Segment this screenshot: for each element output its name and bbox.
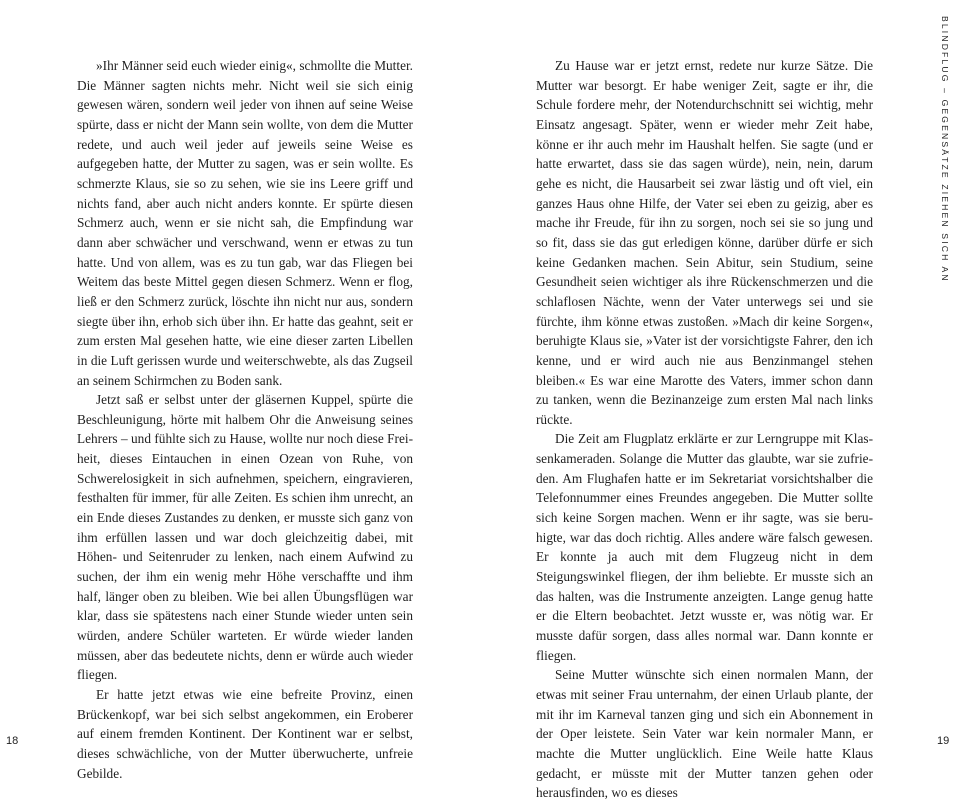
paragraph: Jetzt saß er selbst unter der gläsernen Kuppel, spürte die Beschleunigung, hörte mit halbem Ohr die Anweisung seines Lehrers – und fühlte sich zu Hause, wollte nur noch diese Freiheit, dieses Eintauchen in einen Ozean von Ruhe, von Schwerelosigkeit in sich aufnehmen, speichern, eingravieren, festhalten für immer, für alle Zeiten. Es schien ihm unrecht, an ein Ende dieses Zustandes zu denken, er musste sich ganz von ihm erfüllen lassen und war doch gleichzeitig dabei, mit Höhen- und Seitenruder zu lenken, nach einem Aufwind zu suchen, der ihm ein wenig mehr Höhe verschaffte und ihm half, länger oben zu bleiben. Wie bei allen Übungsflügen war klar, dass sie spätestens nach einer Stunde wieder unten sein würden, andere Schüler warteten. Er würde wieder landen müssen, aber das bedeutete nichts, denn er würde auch wieder fliegen. (77, 392, 413, 683)
paragraph: »Ihr Männer seid euch wieder einig«, schmollte die Mutter. Die Männer sagten nichts mehr. Nicht weil sie sich einig gewesen wären, sondern weil jeder von ihnen auf seine Weise spürte, dass er nicht der Mann sein wollte, von dem die Mutter redete, und auch weil jeder auf jeweils seine Weise es aufgegeben hatte, der Mutter zu sagen, was er sein wollte. Es schmerzte Klaus, sie so zu sehen, wie sie ins Leere griff und nichts fand, aber auch nicht anders konnte. Er spürte diesen Schmerz auch, wenn er sie nicht sah, die Empfindung war dann aber schwächer und verschwand, wenn er etwas zu tun hatte. Und von allem, was es zu tun gab, war das Fliegen bei Weitem das beste Mittel gegen diesen Schmerz. Wenn er flog, ließ er den Schmerz zurück, löschte ihn nicht nur aus, sondern siegte über ihn, erhob sich über ihn. Er hatte das geahnt, seit er zum ersten Mal gesehen hatte, wie eine dieser zarten Libellen in die Luft gerissen wurde und weiterschwebte, als das Zugseil an seinem Schirmchen zu Boden sank. (77, 58, 413, 388)
page-number-right: 19 (937, 735, 950, 747)
paragraph: Er hatte jetzt etwas wie eine befreite Provinz, einen Brückenkopf, war bei sich selbst angekommen, ein Eroberer auf einem fremden Kontinent. Der Kontinent war er selbst, dieses schwächliche, von der Mutter überwucherte, unfreie Gebilde. (77, 687, 413, 781)
running-head: BLINDFLUG – GEGENSÄTZE ZIEHEN SICH AN (940, 16, 950, 283)
right-text-column (536, 56, 873, 803)
left-page (0, 0, 478, 781)
paragraph: Die Zeit am Flugplatz erklärte er zur Lerngruppe mit Klassenkameraden. Solange die Mutter das glaubte, war sie zufrieden. Am Flughafen hatte er im Sekretariat vorsichtshalber die Telefonnummer eines Freundes angegeben. Die Mutter sollte sich keine Sorgen machen. Wenn er ihr sagte, was sie beruhigte, war das doch richtig. Alles andere wäre falsch gewesen. Er konnte ja auch mit dem Flugzeug nicht in dem Steigungswinkel fliegen, der ihm beliebte. Er musste sich an das halten, was die Instrumente anzeigten. Lange genug hatte er die Eltern beobachtet. Jetzt wusste er, was nötig war. Er musste dafür sorgen, dass alles normal war. Dann konnte er fliegen. (536, 431, 873, 663)
left-text-column (77, 56, 413, 783)
paragraph: Seine Mutter wünschte sich einen normalen Mann, der etwas mit seiner Frau unternahm, der einen Urlaub plante, der mit ihr im Karneval tanzen ging und sich ein Abonnement in der Oper leistete. Sein Vater war kein normaler Mann, er machte die Mutter unglücklich. Eine Weile hatte Klaus gedacht, er müsste mit der Mutter tanzen gehen oder herausfinden, wo es dieses (536, 667, 873, 801)
right-page (478, 0, 956, 801)
paragraph: Zu Hause war er jetzt ernst, redete nur kurze Sätze. Die Mutter war besorgt. Er habe weniger Zeit, sagte er ihr, die Schule fordere mehr, der Notendurchschnitt sei wichtig, mehr Einsatz angesagt. Später, wenn er wieder mehr Zeit habe, könne er ihr auch mehr im Haushalt helfen. Sie sagte (und er hatte erwartet, dass sie das sagen würde), nein, nein, darum gehe es nicht, die Hausarbeit sei zwar lästig und oft viel, ein ganzes Haus ohne Hilfe, der Vater sei eben zu geizig, aber es mache ihr Freude, für ihn zu sorgen, noch sei sie so jung und so fit, dass sie das gut erledigen könne, darüber dürfe er sich keine Gedanken machen. Sein Abitur, sein Studium, seine Gesundheit seien wichtiger als ihre Rückenschmerzen und die schlaflosen Nächte, wenn der Vater unterwegs sei und sie fürchte, ihm könne etwas zustoßen. »Mach dir keine Sorgen«, beruhigte Klaus sie, »Vater ist der vorsichtigste Fahrer, den ich kenne, und er wird auch nie aus Benzinmangel stehen bleiben.« Es war eine Marotte des Vaters, immer schon dann zu tanken, wenn die Bezinanzeige zum ersten Mal nach links rückte. (536, 58, 873, 427)
page-number-left: 18 (6, 735, 19, 747)
